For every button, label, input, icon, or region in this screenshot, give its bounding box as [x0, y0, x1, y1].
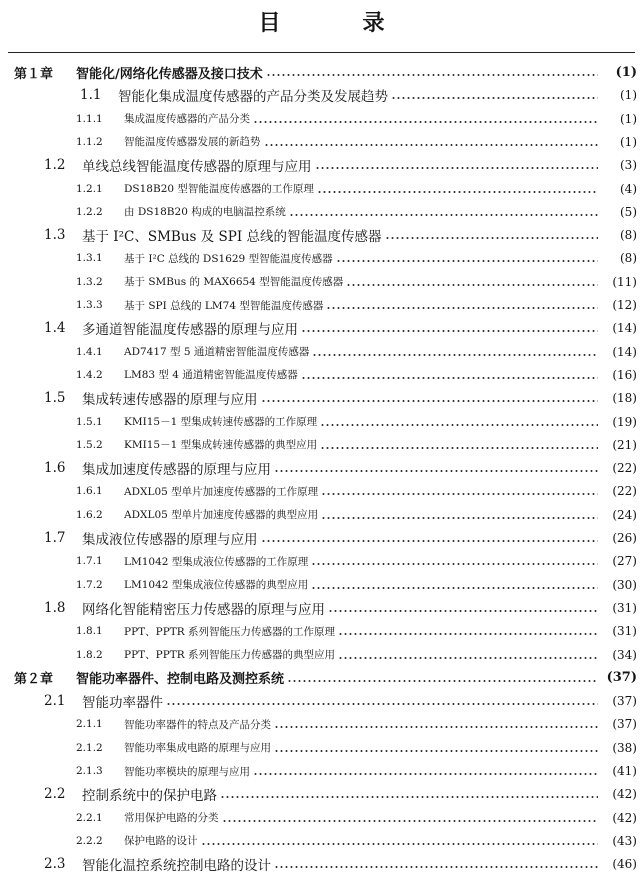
- toc-entry-page: (24): [612, 507, 637, 522]
- dot-leader: [253, 773, 598, 775]
- dot-leader: [346, 284, 598, 286]
- toc-section-entry: [44, 386, 637, 410]
- toc-entry-number: 1.5.1: [76, 415, 103, 428]
- toc-entry-title: 智能功率器件的特点及产品分类: [124, 718, 271, 731]
- toc-entry-title: 基于 SPI 总线的 LM74 型智能温度传感器: [124, 299, 324, 312]
- toc-entry-page: (16): [612, 367, 637, 382]
- toc-section-entry: [44, 852, 637, 876]
- page-title: 目 录: [258, 10, 415, 36]
- toc-entry-number: 1.3.1: [76, 252, 103, 265]
- dot-leader: [274, 470, 598, 472]
- toc-subsection-entry: [76, 433, 637, 457]
- toc-entry-title: 智能功率器件: [82, 695, 163, 712]
- toc-subsection-entry: [76, 759, 637, 783]
- toc-entry-page: (31): [612, 600, 637, 615]
- toc-entry-title: 基于 SMBus 的 MAX6654 型智能温度传感器: [124, 276, 344, 289]
- toc-entry-number: 1.2.1: [76, 182, 103, 195]
- dot-leader: [264, 144, 599, 146]
- toc-entry-page: (5): [620, 204, 637, 219]
- toc-entry-title: 网络化智能精密压力传感器的原理与应用: [82, 601, 325, 618]
- toc-entry-number: 2.1.2: [76, 741, 103, 754]
- dot-leader: [391, 97, 598, 99]
- toc-subsection-entry: [76, 573, 637, 597]
- dot-leader: [320, 447, 598, 449]
- toc-subsection-entry: [76, 503, 637, 527]
- toc-entry-page: (4): [620, 181, 637, 196]
- toc-entry-page: (22): [612, 461, 637, 476]
- toc-subsection-entry: [76, 340, 637, 364]
- toc-entry-title: 多通道智能温度传感器的原理与应用: [82, 322, 298, 339]
- toc-subsection-entry: [76, 107, 637, 131]
- toc-subsection-entry: [76, 619, 637, 643]
- toc-entry-title: KMI15－1 型集成转速传感器的典型应用: [124, 439, 318, 452]
- toc-entry-title: 基于 I²C、SMBus 及 SPI 总线的智能温度传感器: [82, 229, 382, 246]
- toc-entry-number: 1.4: [44, 320, 66, 337]
- dot-leader: [220, 796, 598, 798]
- dot-leader: [321, 493, 598, 495]
- toc-entry-page: (8): [620, 251, 637, 266]
- toc-section-entry: [44, 153, 637, 177]
- toc-subsection-entry: [76, 736, 637, 760]
- toc-entry-title: 常用保护电路的分类: [124, 812, 219, 825]
- toc-entry-title: KMI15－1 型集成转速传感器的工作原理: [124, 416, 318, 428]
- toc-chapter-entry: [14, 666, 637, 690]
- toc-entry-title: 智能功率模块的原理与应用: [124, 765, 250, 778]
- toc-entry-page: (1): [615, 64, 637, 80]
- toc-entry-number: 1.4.1: [76, 345, 103, 358]
- dot-leader: [301, 377, 598, 379]
- toc-entry-number: 1.1.1: [76, 112, 103, 125]
- dot-leader: [274, 750, 598, 752]
- dot-leader: [328, 610, 598, 612]
- dot-leader: [287, 680, 598, 682]
- toc-entry-title: 保护电路的设计: [124, 835, 198, 848]
- toc-entry-number: 1.2.2: [76, 205, 103, 218]
- toc-subsection-entry: [76, 293, 637, 317]
- toc-entry-number: 第２章: [14, 672, 54, 688]
- toc-entry-title: 智能功率集成电路的原理与应用: [124, 742, 271, 755]
- toc-section-entry: [44, 526, 637, 550]
- toc-subsection-entry: [76, 246, 637, 270]
- toc-entry-page: (43): [612, 833, 637, 848]
- dot-leader: [274, 866, 598, 868]
- toc-entry-page: (22): [612, 484, 637, 499]
- toc-section-entry: [44, 596, 637, 620]
- toc-entry-number: 1.8: [44, 599, 66, 616]
- toc-entry-page: (37): [612, 717, 637, 732]
- toc-entry-title: LM1042 型集成液位传感器的典型应用: [124, 579, 309, 592]
- toc-entry-title: 智能温度传感器发展的新趋势: [124, 136, 261, 149]
- dot-leader: [222, 820, 599, 822]
- toc-entry-title: LM83 型 4 通道精密智能温度传感器: [124, 369, 298, 382]
- toc-entry-page: (1): [620, 111, 637, 126]
- toc-entry-title: 集成加速度传感器的原理与应用: [82, 462, 271, 479]
- toc-entry-page: (14): [612, 344, 637, 359]
- toc-entry-page: (31): [612, 624, 637, 639]
- dot-leader: [266, 74, 598, 76]
- dot-leader: [338, 657, 598, 659]
- dot-leader: [312, 354, 598, 356]
- toc-entry-number: 2.1.3: [76, 765, 103, 777]
- toc-entry-page: (19): [612, 414, 637, 429]
- toc-entry-title: 智能化集成温度传感器的产品分类及发展趋势: [118, 89, 388, 106]
- toc-entry-number: 1.7.1: [76, 555, 103, 568]
- toc-entry-title: 由 DS18B20 构成的电脑温控系统: [124, 206, 286, 219]
- title-divider: [8, 52, 635, 53]
- toc-entry-title: 基于 I²C 总线的 DS1629 型智能温度传感器: [124, 252, 333, 265]
- toc-chapter-entry: [14, 60, 637, 84]
- toc-section-entry: [80, 83, 637, 107]
- toc-subsection-entry: [76, 270, 637, 294]
- dot-leader: [320, 424, 598, 426]
- toc-subsection-entry: [76, 806, 637, 830]
- toc-section-entry: [44, 223, 637, 247]
- toc-entry-number: 1.5: [44, 390, 66, 407]
- dot-leader: [321, 517, 598, 519]
- toc-entry-title: ADXL05 型单片加速度传感器的工作原理: [124, 485, 319, 498]
- toc-entry-number: 1.3: [44, 227, 66, 244]
- toc-subsection-entry: [76, 200, 637, 224]
- dot-leader: [261, 400, 599, 402]
- toc-subsection-entry: [76, 829, 637, 853]
- toc-entry-title: 集成温度传感器的产品分类: [124, 113, 250, 126]
- toc-entry-page: (12): [612, 298, 637, 312]
- toc-subsection-entry: [76, 549, 637, 573]
- toc-entry-number: 1.2: [44, 157, 66, 174]
- toc-entry-title: 集成液位传感器的原理与应用: [82, 532, 258, 548]
- toc-entry-number: 1.1: [80, 87, 102, 104]
- toc-entry-title: PPT、PPTR 系列智能压力传感器的典型应用: [124, 649, 336, 661]
- toc-subsection-entry: [76, 643, 637, 667]
- toc-entry-number: 2.2.1: [76, 811, 103, 824]
- toc-entry-page: (3): [620, 158, 637, 173]
- toc-entry-page: (18): [612, 391, 637, 406]
- toc-entry-number: 1.5.2: [76, 438, 103, 451]
- toc-entry-number: 第１章: [14, 66, 54, 82]
- toc-entry-page: (11): [612, 274, 637, 289]
- toc-entry-page: (27): [612, 554, 637, 569]
- toc-entry-number: 1.3.2: [76, 275, 103, 288]
- dot-leader: [274, 726, 598, 728]
- dot-leader: [338, 633, 598, 635]
- dot-leader: [201, 843, 599, 845]
- toc-entry-page: (30): [612, 577, 637, 592]
- toc-entry-page: (42): [612, 810, 637, 825]
- toc-entry-title: 智能功率器件、控制电路及测控系统: [76, 672, 285, 688]
- toc-entry-number: 2.1.1: [76, 718, 103, 731]
- toc-section-entry: [44, 689, 637, 713]
- toc-entry-title: DS18B20 型智能温度传感器的工作原理: [124, 183, 314, 195]
- toc-entry-title: 智能化温控系统控制电路的设计: [82, 858, 271, 875]
- dot-leader: [166, 703, 598, 705]
- toc-entry-number: 2.1: [44, 693, 66, 710]
- toc-entry-title: 控制系统中的保护电路: [82, 788, 217, 805]
- toc-section-entry: [44, 782, 637, 806]
- toc-entry-page: (8): [620, 228, 637, 243]
- toc-subsection-entry: [76, 479, 637, 503]
- toc-entry-number: 2.2: [44, 786, 66, 803]
- toc-entry-page: (26): [612, 531, 637, 545]
- toc-subsection-entry: [76, 410, 637, 434]
- toc-entry-page: (14): [612, 321, 637, 336]
- dot-leader: [261, 540, 599, 542]
- dot-leader: [289, 214, 598, 216]
- toc-entry-number: 1.7: [44, 530, 66, 546]
- toc-entry-number: 1.8.1: [76, 625, 103, 638]
- dot-leader: [311, 587, 598, 589]
- toc-section-entry: [44, 316, 637, 340]
- toc-entry-page: (1): [620, 88, 637, 103]
- toc-entry-title: 单线总线智能温度传感器的原理与应用: [82, 159, 312, 176]
- toc-entry-title: 集成转速传感器的原理与应用: [82, 392, 258, 409]
- toc-entry-number: 1.8.2: [76, 648, 103, 661]
- toc-entry-page: (37): [606, 670, 637, 686]
- toc-entry-number: 1.3.3: [76, 299, 103, 311]
- dot-leader: [315, 167, 599, 169]
- toc-entry-title: AD7417 型 5 通道精密智能温度传感器: [124, 346, 310, 359]
- toc-entry-page: (37): [612, 694, 637, 709]
- toc-entry-number: 1.6.2: [76, 508, 103, 521]
- toc-entry-number: 1.1.2: [76, 135, 103, 148]
- toc-subsection-entry: [76, 130, 637, 154]
- toc-entry-number: 1.4.2: [76, 368, 103, 381]
- toc-entry-number: 1.6: [44, 460, 66, 477]
- toc-entry-title: PPT、PPTR 系列智能压力传感器的工作原理: [124, 625, 336, 638]
- toc-entry-page: (38): [612, 740, 637, 755]
- toc-entry-page: (1): [620, 134, 637, 149]
- toc-entry-page: (34): [612, 647, 637, 662]
- dot-leader: [317, 191, 598, 193]
- toc-entry-number: 1.7.2: [76, 578, 103, 591]
- dot-leader: [385, 237, 598, 239]
- toc-entry-page: (42): [612, 787, 637, 802]
- toc-entry-page: (21): [612, 437, 637, 452]
- toc-entry-title: ADXL05 型单片加速度传感器的典型应用: [124, 509, 319, 522]
- toc-section-entry: [44, 456, 637, 480]
- toc-entry-title: LM1042 型集成液位传感器的工作原理: [124, 555, 309, 568]
- toc-entry-page: (41): [612, 764, 637, 778]
- toc-subsection-entry: [76, 712, 637, 736]
- dot-leader: [253, 121, 598, 123]
- dot-leader: [311, 563, 598, 565]
- toc-entry-number: 2.3: [44, 856, 66, 873]
- dot-leader: [301, 330, 598, 332]
- toc-entry-title: 智能化/网络化传感器及接口技术: [76, 66, 263, 82]
- toc-subsection-entry: [76, 363, 637, 387]
- dot-leader: [326, 307, 598, 309]
- toc-entry-page: (46): [612, 857, 637, 872]
- dot-leader: [336, 260, 598, 262]
- toc-entry-number: 1.6.1: [76, 485, 103, 498]
- toc-subsection-entry: [76, 177, 637, 201]
- toc-entry-number: 2.2.2: [76, 834, 103, 847]
